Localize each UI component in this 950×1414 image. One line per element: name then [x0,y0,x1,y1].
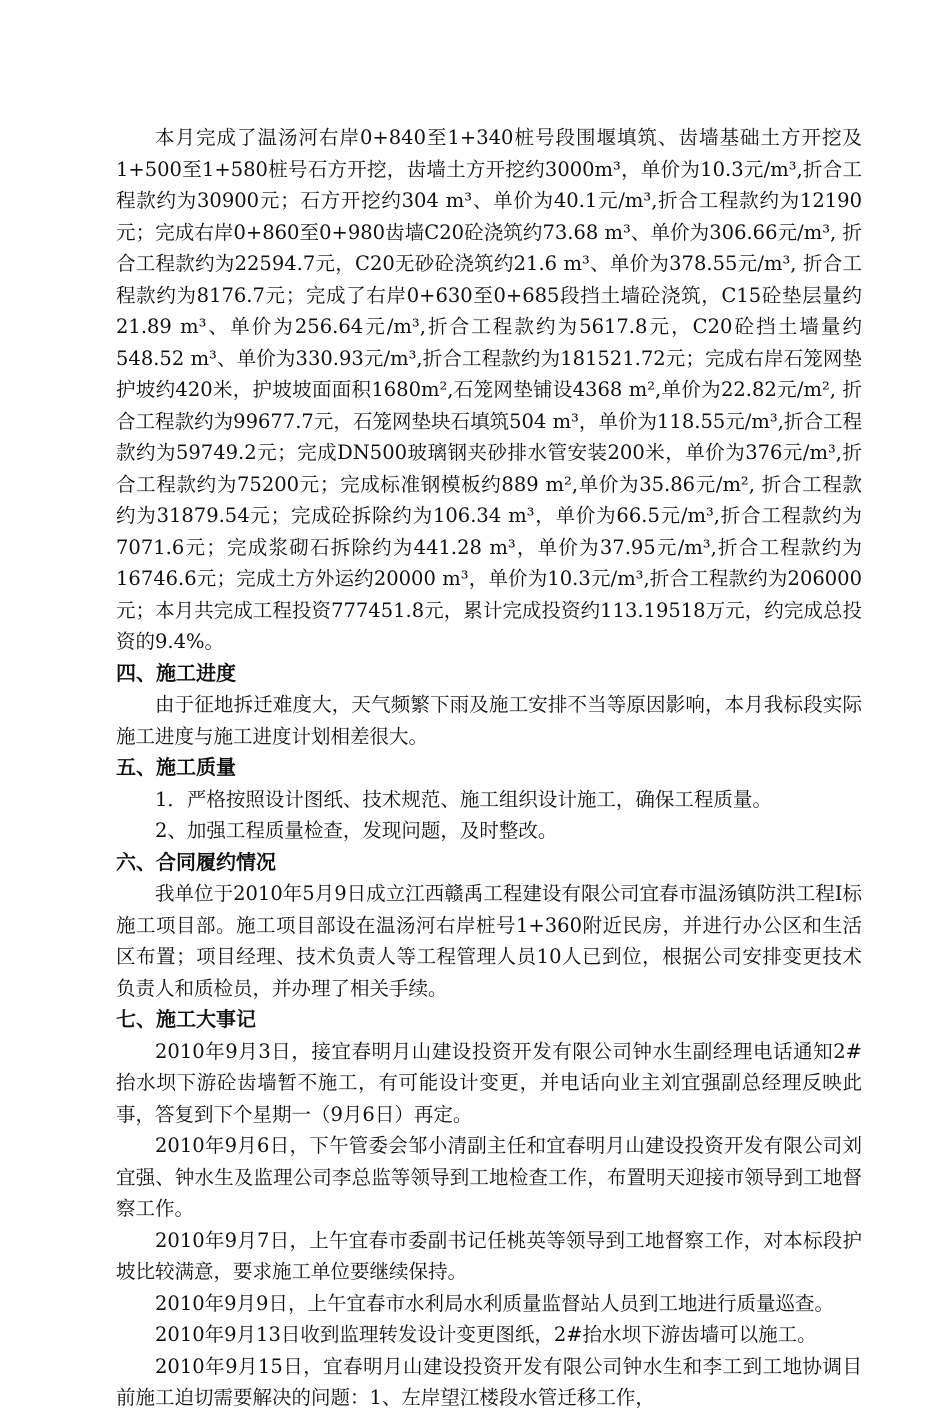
section-heading-progress: 四、施工进度 [116,660,236,685]
event-paragraph: 2010年9月13日收到监理转发设计变更图纸，2#抬水坝下游齿墙可以施工。 [155,1323,817,1346]
event-paragraph: 2010年9月6日，下午管委会邹小清副主任和宜春明月山建设投资开发有限公司刘宜强、钟水生及监理公司李总监等领导到工地检查工作，布置明天迎接市领导到工地督察工作。 [116,1134,862,1220]
event-paragraph: 2010年9月15日，宜春明月山建设投资开发有限公司钟水生和李工到工地协调目前施工迫切需要解决的问题：1、左岸望江楼段水管迁移工作， [116,1354,862,1409]
quality-item-2: 2、加强工程质量检查，发现问题，及时整改。 [155,819,558,842]
quality-item-1: 1．严格按照设计图纸、技术规范、施工组织设计施工，确保工程质量。 [155,787,772,811]
section-heading-events: 七、施工大事记 [116,1007,256,1031]
document-page [116,122,862,1414]
contract-paragraph: 我单位于2010年5月9日成立江西赣禹工程建设有限公司宜春市温汤镇防洪工程Ⅰ标施工项目部。施工项目部设在温汤河右岸桩号1+360附近民房，并进行办公区和生活区布置；项目经理、技术负责人等工程管理人员10人已到位，根据公司安排变更技术负责人和质检员，并办理了相关手续。 [116,882,862,1000]
intro-paragraph: 本月完成了温汤河右岸0+840至1+340桩号段围堰填筑、齿墙基础土方开挖及1+500至1+580桩号石方开挖，齿墙土方开挖约3000m³，单价为10.3元/m³,折合工程款约为30900元；石方开挖约304 m³、单价为40.1元/m³,折合工程款约为12190元；完成右岸0+860至0+980齿墙C20砼浇筑约73.68 m³、单价为306.66元/m³, 折合工程款约为22594.7元，C20无砂砼浇筑约21.6 m³、单价为378.55元/m³, 折合工程款约为8176.7元；完成了右岸0+630至0+685段挡土墙砼浇筑，C15砼垫层量约21.89 m³、单价为256.64元/m³,折合工程款约为5617.8元，C20砼挡土墙量约548.52 m³、单价为330.93元/m³,折合工程款约为181521.72元；完成右岸石笼网垫护坡约420米，护坡坡面面积1680m²,石笼网垫铺设4368 m²,单价为22.82元/m², 折合工程款约为99677.7元，石笼网垫块石填筑504 m³，单价为118.55元/m³,折合工程款约为59749.2元；完成DN500玻璃钢夹砂排水管安装200米，单价为376元/m³,折合工程款约为75200元；完成标准钢模板约889 m²,单价为35.86元/m², 折合工程款约为31879.54元；完成砼拆除约为106.34 m³，单价为66.5元/m³,折合工程款约为7071.6元；完成浆砌石拆除约为441.28 m³，单价为37.95元/m³,折合工程款约为16746.6元；完成土方外运约20000 m³，单价为10.3元/m³,折合工程款约为206000元；本月共完成工程投资777451.8元，累计完成投资约113.19518万元，约完成总投资的9.4%。 [116,126,862,653]
section-heading-quality: 五、施工质量 [116,755,236,779]
event-paragraph: 2010年9月9日，上午宜春市水利局水利质量监督站人员到工地进行质量巡查。 [155,1291,834,1315]
event-paragraph: 2010年9月3日，接宜春明月山建设投资开发有限公司钟水生副经理电话通知2#抬水坝下游砼齿墙暂不施工，有可能设计变更，并电话向业主刘宜强副总经理反映此事，答复到下个星期一（9月6日）再定。 [116,1039,862,1126]
section-heading-contract: 六、合同履约情况 [116,849,276,874]
progress-paragraph: 由于征地拆迁难度大，天气频繁下雨及施工安排不当等原因影响，本月我标段实际施工进度与施工进度计划相差很大。 [116,693,862,748]
event-paragraph: 2010年9月7日，上午宜春市委副书记任桃英等领导到工地督察工作，对本标段护坡比较满意，要求施工单位要继续保持。 [116,1228,862,1283]
